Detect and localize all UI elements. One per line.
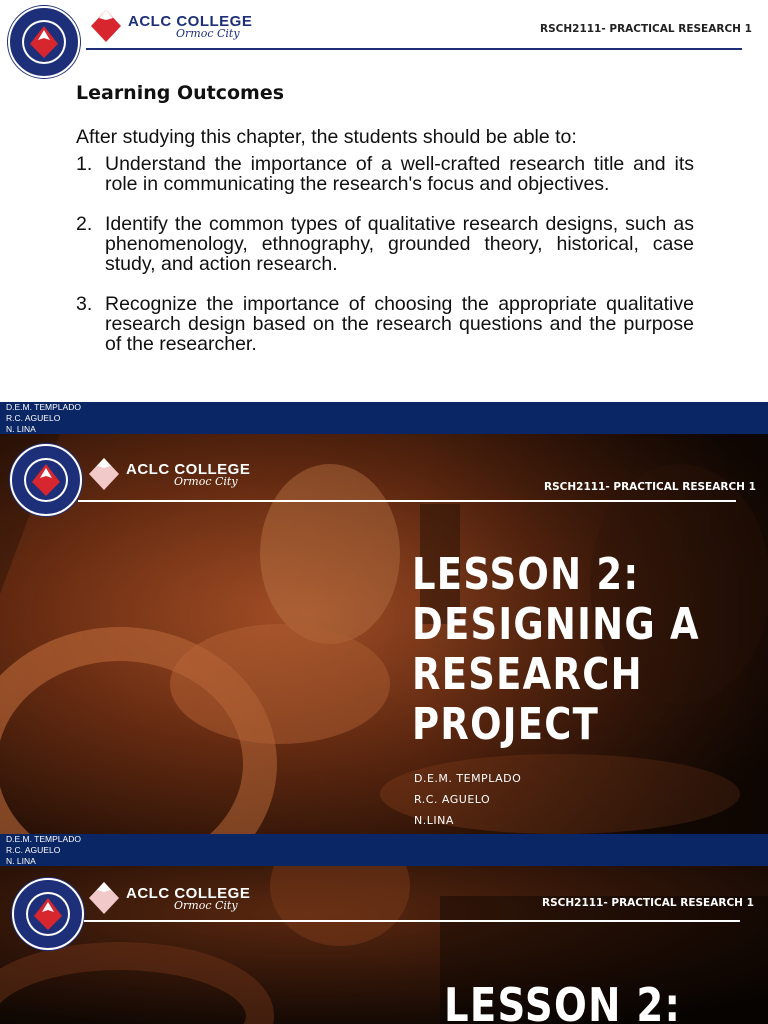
- author-line: R.C. AGUELO: [6, 413, 61, 423]
- header-divider: [86, 48, 742, 50]
- course-code: RSCH2111- PRACTICAL RESEARCH 1: [544, 481, 756, 493]
- college-brand: [88, 880, 250, 916]
- lesson-title-slide-partial: [0, 866, 768, 1024]
- brand-city: Ormoc City: [174, 898, 238, 912]
- brand-city: Ormoc City: [174, 474, 238, 488]
- lesson-title: [412, 550, 700, 750]
- author-line: N. LINA: [6, 856, 36, 866]
- lesson-title-line: LESSON 2:: [412, 549, 640, 600]
- header-divider: [84, 920, 740, 922]
- brand-name: ACLC COLLEGE: [126, 884, 251, 902]
- intro-text: After studying this chapter, the students should be able to:: [76, 126, 577, 148]
- author-name: D.E.M. TEMPLADO: [414, 772, 522, 785]
- item-number: 2.: [76, 213, 93, 235]
- learning-outcomes-page: [0, 0, 768, 402]
- item-text: Identify the common types of qualitative research designs, such as phenomenology, ethnography, grounded theory, historical, case study, and action research.: [105, 213, 694, 275]
- author-line: D.E.M. TEMPLADO: [6, 834, 81, 844]
- course-code: RSCH2111- PRACTICAL RESEARCH 1: [540, 23, 752, 35]
- author-name: N.LINA: [414, 814, 454, 827]
- brand-city: Ormoc City: [176, 26, 240, 40]
- brand-name: ACLC COLLEGE: [126, 460, 251, 478]
- college-brand: [88, 456, 250, 492]
- author-line: R.C. AGUELO: [6, 845, 61, 855]
- item-text: Understand the importance of a well-crafted research title and its role in communicating the research's focus and objectives.: [105, 153, 694, 195]
- author-line: N. LINA: [6, 424, 36, 434]
- item-number: 3.: [76, 293, 93, 315]
- page-title: Learning Outcomes: [76, 82, 285, 104]
- author-footer-band: [0, 402, 768, 434]
- list-item: [76, 154, 694, 194]
- lesson-title-line: DESIGNING A: [412, 599, 700, 650]
- outcomes-list: [76, 154, 694, 374]
- header-divider: [78, 500, 736, 502]
- list-item: [76, 294, 694, 354]
- lesson-title-slide: [0, 434, 768, 834]
- slide-authors: [414, 768, 521, 831]
- item-text: Recognize the importance of choosing the appropriate qualitative research design based on the research questions and the purpose of the researcher.: [105, 293, 694, 355]
- aclc-seal-icon: [12, 878, 84, 950]
- course-code: RSCH2111- PRACTICAL RESEARCH 1: [542, 897, 754, 909]
- lesson-title-line: PROJECT: [412, 699, 600, 750]
- brand-name: ACLC COLLEGE: [128, 12, 253, 30]
- aclc-diamond-logo-icon: [88, 456, 120, 492]
- author-name: R.C. AGUELO: [414, 793, 491, 806]
- college-brand: [90, 8, 252, 44]
- aclc-diamond-logo-icon: [90, 8, 122, 44]
- aclc-seal-icon: [8, 6, 80, 78]
- aclc-diamond-logo-icon: [88, 880, 120, 916]
- lesson-title-line: LESSON 2:: [444, 978, 682, 1024]
- author-line: D.E.M. TEMPLADO: [6, 402, 81, 412]
- aclc-seal-icon: [10, 444, 82, 516]
- lesson-title-line: RESEARCH: [412, 649, 643, 700]
- item-number: 1.: [76, 153, 93, 175]
- list-item: [76, 214, 694, 274]
- author-footer-band: [0, 834, 768, 866]
